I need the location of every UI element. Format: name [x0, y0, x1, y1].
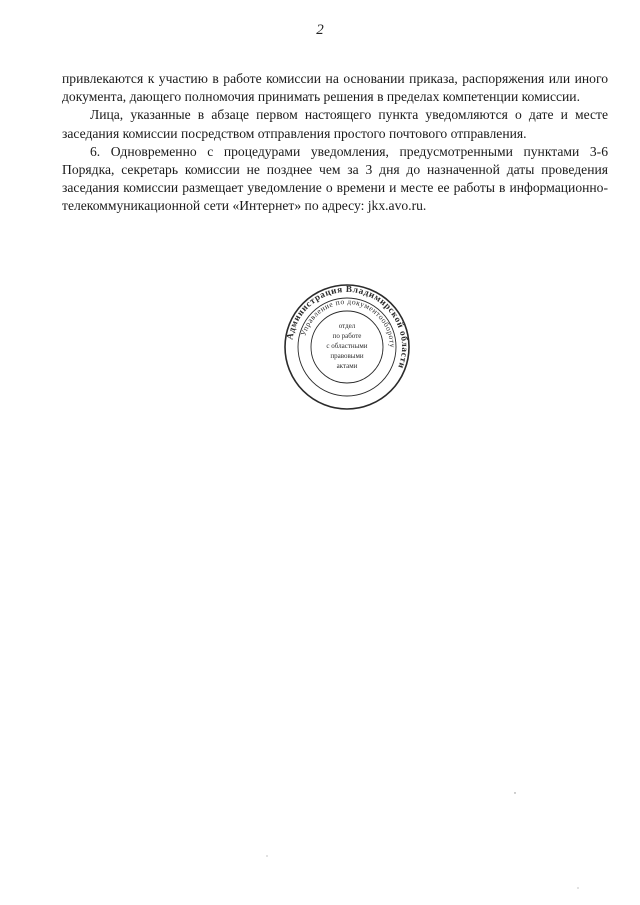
paragraph-continuation: привлекаются к участию в работе комиссии на основании приказа, распоряжения или иного документа, дающего полномочия принимать решения в пределах компетенции комиссии. [62, 71, 608, 105]
seal-center-line: актами [336, 362, 358, 370]
seal-outer-ring-text: Администрация Владимирской области [284, 283, 411, 371]
seal-center-line: отдел [338, 322, 356, 330]
seal-center-line: с областными [326, 342, 368, 350]
seal-inner-ring-text: Управление по документообороту [298, 296, 398, 349]
seal-graphic [283, 283, 411, 411]
document-body [62, 70, 608, 216]
official-seal [283, 283, 411, 411]
paragraph-notification-persons: Лица, указанные в абзаце первом настоящего пункта уведомляются о дате и месте заседания комиссии посредством отправления простого почтового отправления. [62, 107, 608, 141]
seal-center-line: правовыми [330, 352, 364, 360]
seal-center-line: по работе [332, 332, 362, 340]
paragraph-item-6: 6. Одновременно с процедурами уведомления, предусмотренными пунктами 3-6 Порядка, секретарь комиссии не позднее чем за 3 дня до назначенной даты проведения заседания комиссии размещает уведомление о времени и месте ее работы в информационно-телекоммуникационной сети «Интернет» по адресу: jkx.avo.ru. [62, 143, 608, 214]
page-number: 2 [316, 22, 324, 38]
